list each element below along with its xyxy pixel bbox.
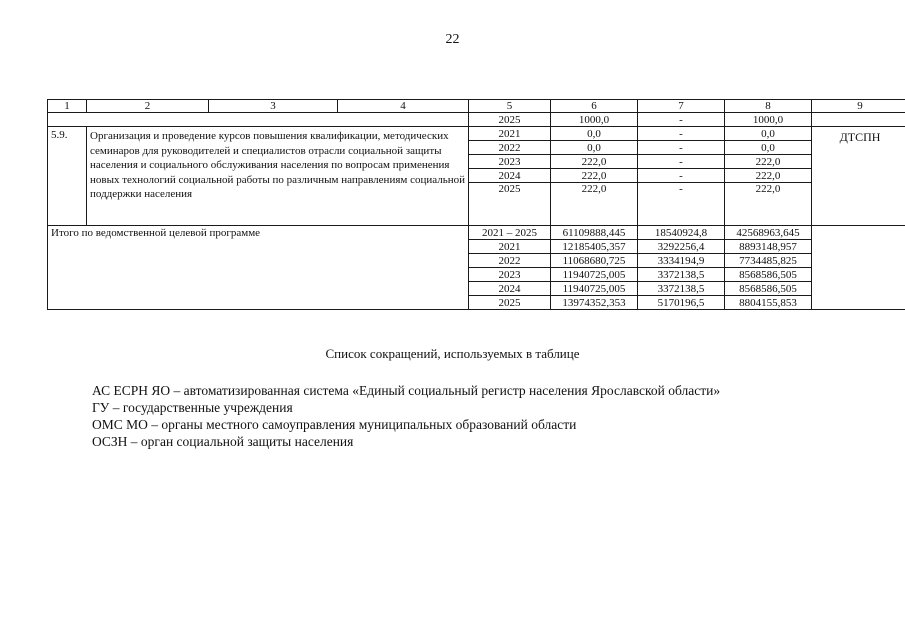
year-cell: 2022 — [469, 254, 551, 268]
regional-cell: 222,0 — [725, 155, 812, 169]
regional-cell: 8568586,505 — [725, 268, 812, 282]
item-index: 5.9. — [48, 127, 87, 226]
item-description: Организация и проведение курсов повышения квалификации, методических семинаров для руководителей и специалистов отрасли социальной защиты населения и социального обслуживания населения по вопросам применения новых технологий социальной работы по различным направлениям социальной поддержки населения — [87, 127, 469, 226]
regional-cell: 8804155,853 — [725, 296, 812, 310]
header-cell: 4 — [338, 100, 469, 113]
regional-cell: 8568586,505 — [725, 282, 812, 296]
list-item: ГУ – государственные учреждения — [92, 400, 293, 415]
total-cell: 13974352,353 — [551, 296, 638, 310]
header-row — [48, 100, 905, 113]
item-organization: ДТСПН — [812, 127, 905, 226]
empty-cell — [812, 226, 905, 310]
total-cell: 61109888,445 — [551, 226, 638, 240]
federal-cell: 3372138,5 — [638, 282, 725, 296]
header-cell: 3 — [209, 100, 338, 113]
total-cell: 1000,0 — [551, 113, 638, 127]
header-cell: 9 — [812, 100, 905, 113]
regional-cell: 8893148,957 — [725, 240, 812, 254]
total-cell: 11940725,005 — [551, 282, 638, 296]
federal-cell: - — [638, 141, 725, 155]
list-item: ОСЗН – орган социальной защиты населения — [92, 434, 354, 449]
year-cell: 2021 — [469, 240, 551, 254]
total-cell: 0,0 — [551, 141, 638, 155]
regional-cell: 222,0 — [725, 183, 812, 226]
budget-table — [47, 99, 905, 310]
year-cell: 2025 — [469, 113, 551, 127]
year-cell: 2024 — [469, 282, 551, 296]
year-cell: 2025 — [469, 296, 551, 310]
total-cell: 11940725,005 — [551, 268, 638, 282]
list-item: ОМС МО – органы местного самоуправления муниципальных образований области — [92, 417, 577, 432]
regional-cell: 0,0 — [725, 127, 812, 141]
header-cell: 8 — [725, 100, 812, 113]
year-cell: 2021 – 2025 — [469, 226, 551, 240]
federal-cell: - — [638, 169, 725, 183]
header-cell: 7 — [638, 100, 725, 113]
regional-cell: 42568963,645 — [725, 226, 812, 240]
federal-cell: - — [638, 127, 725, 141]
year-cell: 2025 — [469, 183, 551, 226]
total-label: Итого по ведомственной целевой программе — [48, 226, 469, 310]
empty-cell — [48, 113, 469, 127]
header-cell: 5 — [469, 100, 551, 113]
federal-cell: - — [638, 113, 725, 127]
year-cell: 2024 — [469, 169, 551, 183]
year-cell: 2023 — [469, 155, 551, 169]
table-row — [48, 127, 905, 141]
federal-cell: 3372138,5 — [638, 268, 725, 282]
total-cell: 12185405,357 — [551, 240, 638, 254]
table-row — [48, 113, 905, 127]
abbreviations-list — [92, 382, 720, 450]
total-cell: 222,0 — [551, 169, 638, 183]
abbreviations-title: Список сокращений, используемых в таблице — [325, 346, 580, 361]
federal-cell: - — [638, 183, 725, 226]
year-cell: 2021 — [469, 127, 551, 141]
total-cell: 0,0 — [551, 127, 638, 141]
total-cell: 222,0 — [551, 155, 638, 169]
federal-cell: 3292256,4 — [638, 240, 725, 254]
total-cell: 11068680,725 — [551, 254, 638, 268]
regional-cell: 0,0 — [725, 141, 812, 155]
page-number: 22 — [445, 32, 460, 47]
year-cell: 2022 — [469, 141, 551, 155]
empty-cell — [812, 113, 905, 127]
header-cell: 6 — [551, 100, 638, 113]
federal-cell: - — [638, 155, 725, 169]
regional-cell: 7734485,825 — [725, 254, 812, 268]
total-cell: 222,0 — [551, 183, 638, 226]
header-cell: 1 — [48, 100, 87, 113]
year-cell: 2023 — [469, 268, 551, 282]
federal-cell: 3334194,9 — [638, 254, 725, 268]
regional-cell: 1000,0 — [725, 113, 812, 127]
list-item: АС ЕСРН ЯО – автоматизированная система «Единый социальный регистр населения Ярославской области» — [92, 383, 721, 398]
header-cell: 2 — [87, 100, 209, 113]
regional-cell: 222,0 — [725, 169, 812, 183]
table-row — [48, 226, 905, 240]
federal-cell: 18540924,8 — [638, 226, 725, 240]
federal-cell: 5170196,5 — [638, 296, 725, 310]
